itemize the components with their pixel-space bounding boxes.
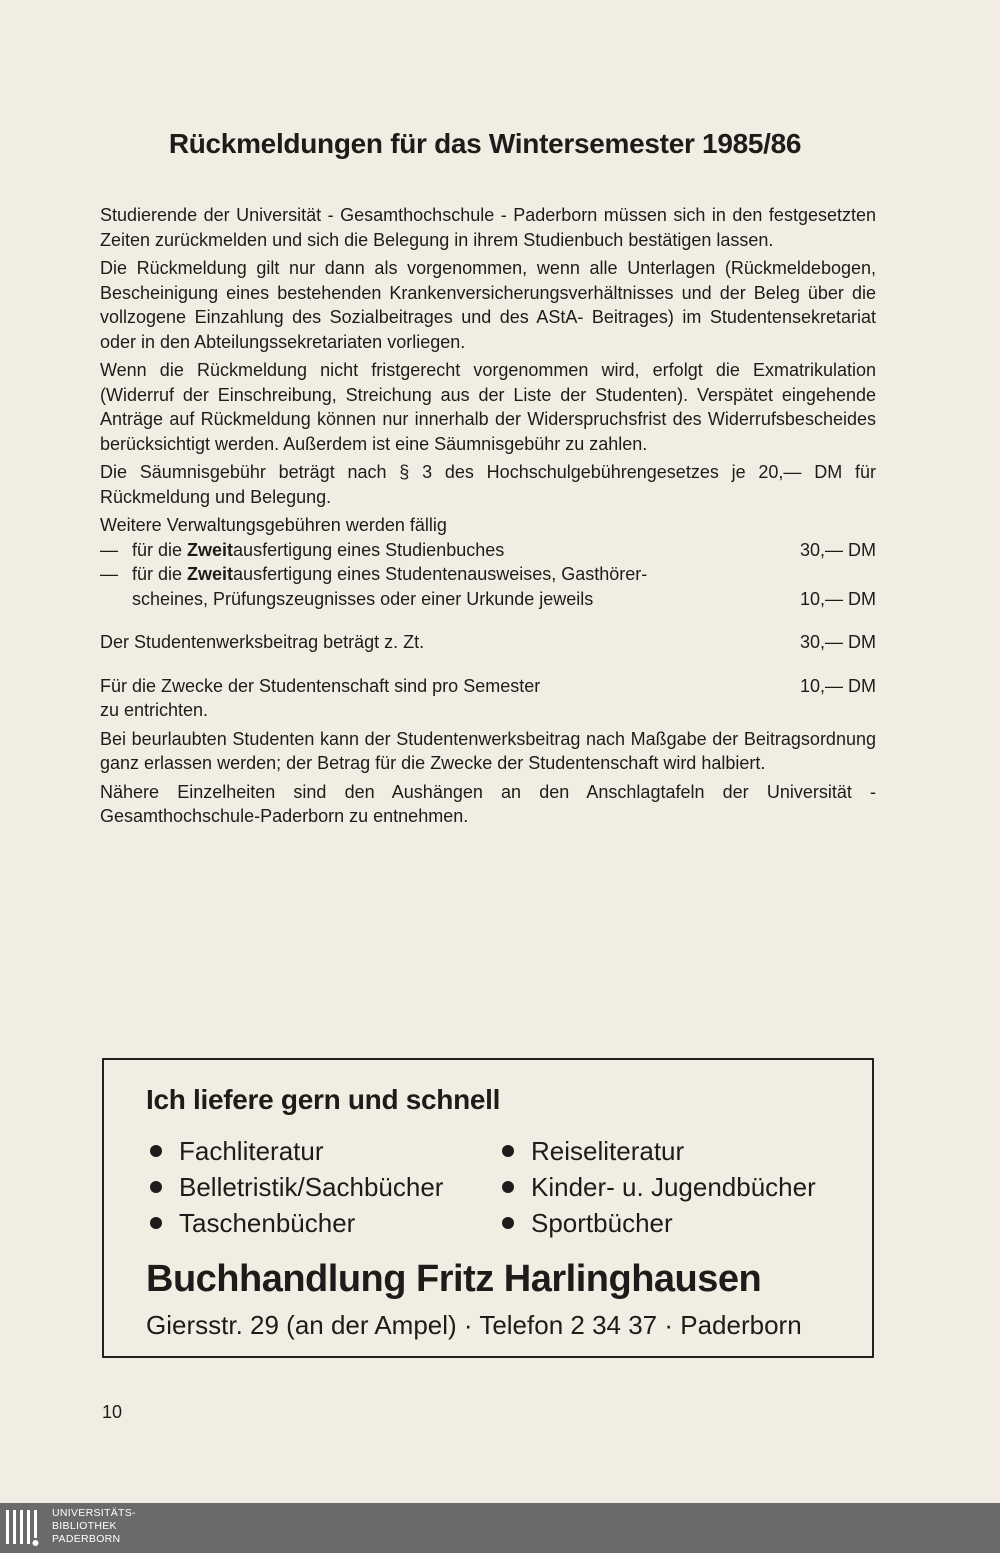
fee-amount: 10,— DM [799,675,876,696]
dash: — [100,564,118,584]
fees-intro: Weitere Verwaltungsgebühren werden fällig [100,515,447,535]
list-item-label: Reiseliteratur [531,1136,685,1166]
page-title: Rückmeldungen für das Wintersemester 1985/86 [168,128,802,159]
list-item-label: Belletristik/Sachbücher [179,1172,444,1202]
paragraph-details: Nähere Einzelheiten sind den Aushängen an den Anschlagtafeln der Universität - Gesamthochschule-Paderborn zu entnehmen. [100,781,876,826]
bookshop-advertisement [102,1058,874,1358]
document-body [100,203,876,833]
list-item [502,1172,850,1202]
library-name-line: BIBLIOTHEK [52,1520,117,1532]
list-item [150,1208,502,1238]
fee-item-label [100,538,504,563]
list-item [502,1208,850,1238]
fee-row-studienbuch [100,538,876,563]
fee-item-bold: Zweit [187,539,234,560]
library-name-line: PADERBORN [52,1533,121,1545]
bullet-icon [502,1145,514,1157]
fee-amount: 10,— DM [799,588,876,609]
fee-amount: 30,— DM [799,539,876,560]
fee-row-ausweis-cont [100,587,876,612]
dash: — [100,539,118,560]
library-footer-bar [0,1503,1000,1553]
fee-amount: 30,— DM [799,632,876,652]
paragraph-exmatriculation: Wenn die Rückmeldung nicht fristgerecht vorgenommen wird, erfolgt die Exmatrikulation (Widerruf der Einschreibung, Streichung aus der Liste der Studenten). Verspätet eingehende Anträge auf Rückmeldung können nur innerhalb der Widerspruchsfrist des Widerrufsbescheides berücksichtigt werden. Außerdem ist eine Säumnisgebühr zu zahlen. [100,360,876,454]
bullet-icon [150,1145,162,1157]
shop-address: Giersstr. 29 (an der Ampel) · Telefon 2 34 37 · Paderborn [146,1310,802,1340]
page-number: 10 [102,1402,123,1422]
list-item-label: Taschenbücher [179,1208,356,1238]
fee-item-rest: ausfertigung eines Studienbuches [233,539,505,560]
fee-row-ausweis [100,562,876,587]
list-item-label: Fachliteratur [179,1136,324,1166]
fee-item-continuation: scheines, Prüfungszeugnisses oder einer Urkunde jeweils [132,588,594,609]
library-bars-logo-icon [4,1508,46,1548]
library-name-line: UNIVERSITÄTS- [52,1507,136,1519]
fee-row-studentenwerk [100,630,876,655]
list-item [150,1136,502,1166]
studentenschaft-label: Für die Zwecke der Studentenschaft sind pro Semester [100,675,541,696]
list-item [502,1136,850,1166]
studentenwerk-label: Der Studentenwerksbeitrag beträgt z. Zt. [100,632,425,652]
bullet-icon [150,1217,162,1229]
paragraph-leave: Bei beurlaubten Studenten kann der Studentenwerksbeitrag nach Maßgabe der Beitragsordnung ganz erlassen werden; der Betrag für die Zwecke der Studentenschaft wird halbiert. [100,728,876,773]
paragraph-late-fee: Die Säumnisgebühr beträgt nach § 3 des Hochschulgebührengesetzes je 20,— DM für Rückmeldung und Belegung. [100,462,876,507]
studentenschaft-continuation: zu entrichten. [100,700,209,720]
fee-item-prefix: für die [132,539,188,560]
library-name [52,1507,136,1546]
fee-item-rest: ausfertigung eines Studentenausweises, Gasthörer- [233,564,648,584]
list-item-label: Sportbücher [531,1208,673,1238]
bullet-icon [150,1181,162,1193]
bullet-icon [502,1181,514,1193]
fee-item-prefix: für die [132,564,188,584]
paragraph-intro: Studierende der Universität - Gesamthochschule - Paderborn müssen sich in den festgesetzten Zeiten zurückmelden und sich die Belegung in ihrem Studienbuch bestätigen lassen. [100,205,876,250]
list-item-label: Kinder- u. Jugendbücher [531,1172,816,1202]
list-item [150,1172,502,1202]
ad-heading: Ich liefere gern und schnell [146,1084,501,1115]
bullet-icon [502,1217,514,1229]
paragraph-requirements: Die Rückmeldung gilt nur dann als vorgenommen, wenn alle Unterlagen (Rückmeldebogen, Bescheinigung eines bestehenden Krankenversicherungsverhältnisses und der Beleg über die vollzogene Einzahlung des Sozialbeitrages und des AStA- Beitrages) im Studentensekretariat oder in den Abteilungssekretariaten vorliegen. [100,258,876,352]
ad-list [150,1136,850,1238]
shop-name: Buchhandlung Fritz Harlinghausen [146,1258,762,1300]
fee-item-bold: Zweit [187,564,234,584]
fee-row-studentenschaft [100,674,876,699]
